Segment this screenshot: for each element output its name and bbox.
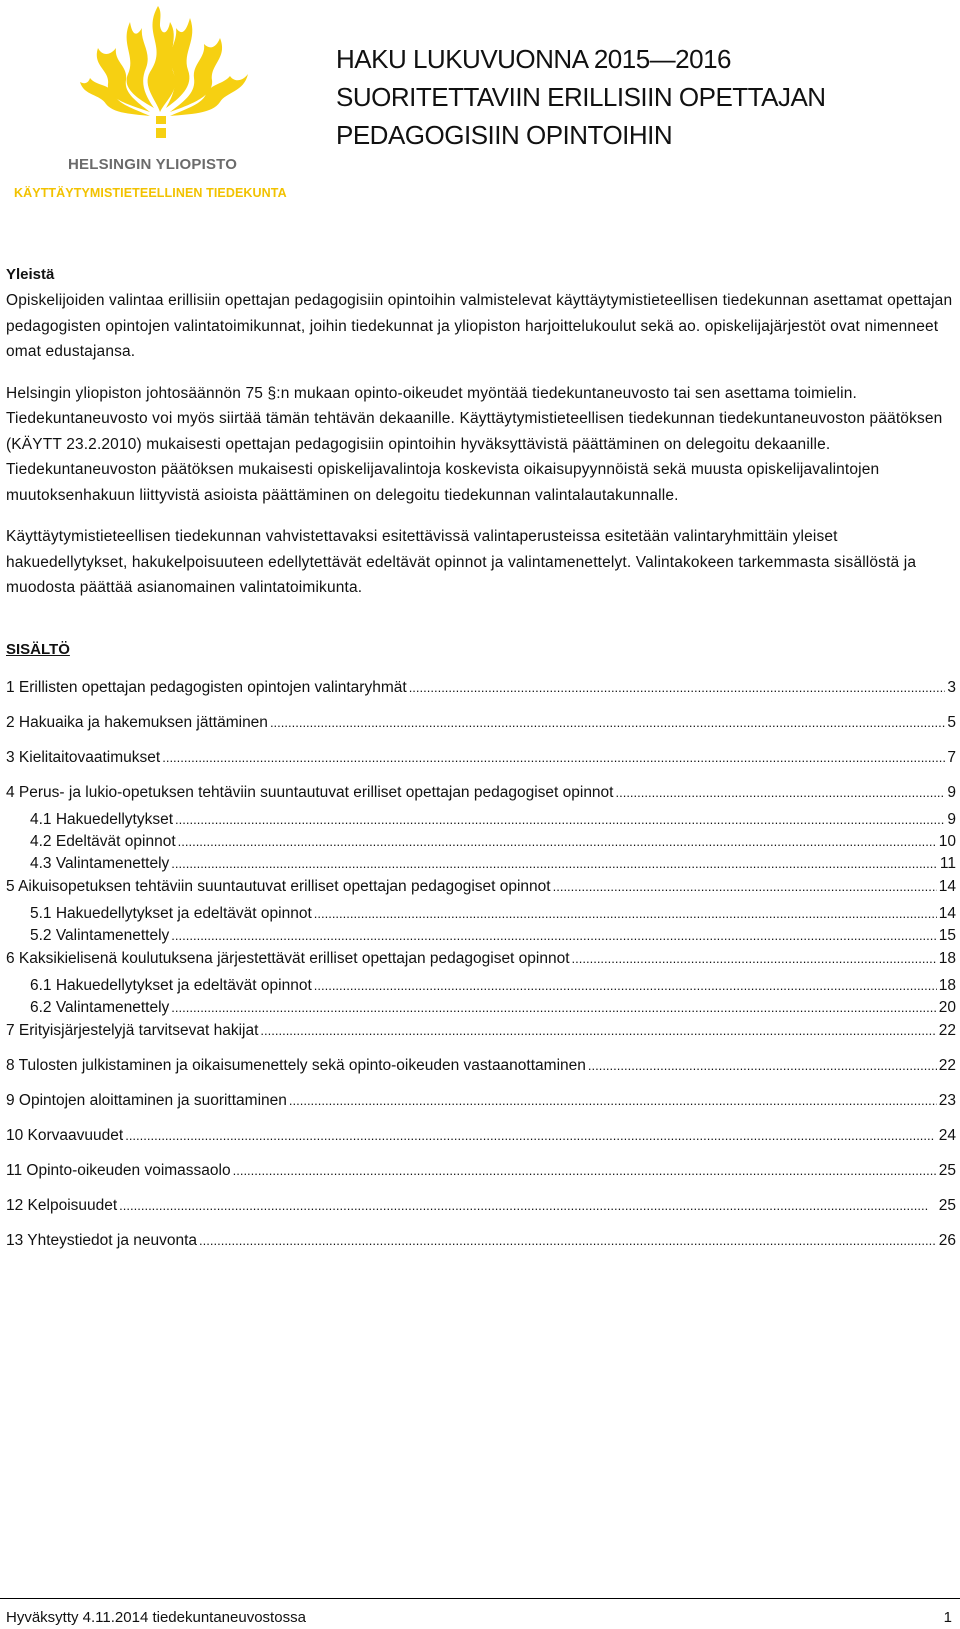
toc-entry-page: 18 xyxy=(938,976,956,994)
toc-entry-label: 5.1 Hakuedellytykset ja edeltävät opinnot xyxy=(30,904,312,922)
toc-dot-leader xyxy=(171,853,938,875)
toc-entry[interactable] xyxy=(6,711,956,735)
toc-entry-page: 10 xyxy=(938,832,956,850)
toc-entry-page: 11 xyxy=(939,854,956,872)
toc-entry[interactable] xyxy=(6,975,956,997)
toc-entry-label: 6.2 Valintamenettely xyxy=(30,998,170,1016)
toc-entry-label: 4.2 Edeltävät opinnot xyxy=(30,832,176,850)
paragraph: Käyttäytymistieteellisen tiedekunnan vahvistettavaksi esitettävissä valintaperusteissa esitetään valintaryhmittäin yleiset hakuedellytykset, hakukelpoisuuteen edellytettävät edeltävät opinnot ja valintamenettelyt. Valintakokeen tarkemmasta sisällöstä ja muodosta päättää asianomainen valintatoimikunta. xyxy=(6,528,917,596)
logo-faculty-name: KÄYTTÄYTYMISTIETEELLINEN TIEDEKUNTA xyxy=(14,186,287,200)
toc-entry-page: 9 xyxy=(947,783,956,801)
toc-dot-leader xyxy=(119,1194,937,1218)
toc-entry-label: 7 Erityisjärjestelyjä tarvitsevat hakijat xyxy=(6,1021,259,1039)
toc-entry-label: 3 Kielitaitovaatimukset xyxy=(6,748,161,766)
toc-entry[interactable] xyxy=(6,831,956,853)
toc-dot-leader xyxy=(171,925,936,947)
toc-entry-label: 4 Perus- ja lukio-opetuksen tehtäviin suuntautuvat erilliset opettajan pedagogiset opinnot xyxy=(6,783,614,801)
page-title xyxy=(336,40,826,154)
toc-entry[interactable] xyxy=(6,1159,956,1183)
toc-entry-label: 11 Opinto-oikeuden voimassaolo xyxy=(6,1161,231,1179)
toc-entry-page: 14 xyxy=(938,904,956,922)
title-line: HAKU LUKUVUONNA 2015—2016 xyxy=(336,44,732,74)
toc-dot-leader xyxy=(553,875,937,899)
toc-entry[interactable] xyxy=(6,1229,956,1253)
toc-entry[interactable] xyxy=(6,875,956,899)
toc-entry-label: 10 Korvaavuudet xyxy=(6,1126,124,1144)
toc-entry[interactable] xyxy=(6,1019,956,1043)
toc-entry-page: 14 xyxy=(938,877,956,895)
toc-entry-label: 12 Kelpoisuudet xyxy=(6,1196,118,1214)
toc-entry[interactable] xyxy=(6,1089,956,1113)
toc-entry-page: 23 xyxy=(938,1091,956,1109)
table-of-contents xyxy=(6,676,956,1253)
page-header xyxy=(0,0,960,210)
toc-entry-page: 26 xyxy=(938,1231,956,1249)
toc-entry-page: 3 xyxy=(947,678,956,696)
toc-entry[interactable] xyxy=(6,903,956,925)
toc-entry-label: 4.1 Hakuedellytykset xyxy=(30,810,174,828)
title-line: SUORITETTAVIIN ERILLISIIN OPETTAJAN xyxy=(336,82,826,112)
toc-entry-label: 5.2 Valintamenettely xyxy=(30,926,170,944)
toc-entry-label: 6 Kaksikielisenä koulutuksena järjestettävät erilliset opettajan pedagogiset opinnot xyxy=(6,949,570,967)
toc-entry[interactable] xyxy=(6,925,956,947)
toc-dot-leader xyxy=(289,1089,937,1113)
toc-entry[interactable] xyxy=(6,746,956,770)
toc-entry-label: 8 Tulosten julkistaminen ja oikaisumenettely sekä opinto-oikeuden vastaanottaminen xyxy=(6,1056,586,1074)
paragraph: Opiskelijoiden valintaa erillisiin opettajan pedagogisiin opintoihin valmistelevat käyttäytymistieteellisen tiedekunnan asettamat opettajan pedagogisten opintojen valintatoimikunnat, joihin tiedekunnat ja yliopiston harjoittelukoulut sekä ao. opiskelijajärjestöt ovat nimenneet omat edustajansa. xyxy=(6,292,953,360)
toc-dot-leader xyxy=(162,746,945,770)
toc-entry-page: 7 xyxy=(947,748,956,766)
toc-dot-leader xyxy=(260,1019,936,1043)
flame-torch-icon xyxy=(70,4,260,154)
toc-entry-page: 25 xyxy=(938,1196,956,1214)
toc-entry[interactable] xyxy=(6,1124,956,1148)
toc-dot-leader xyxy=(270,711,945,735)
toc-dot-leader xyxy=(199,1229,937,1253)
toc-entry-page: 22 xyxy=(938,1056,956,1074)
toc-entry-page: 22 xyxy=(938,1021,956,1039)
footer-approval-note: Hyväksytty 4.11.2014 tiedekuntaneuvostossa xyxy=(6,1609,306,1626)
toc-dot-leader xyxy=(178,831,937,853)
toc-dot-leader xyxy=(409,676,946,700)
logo-university-name: HELSINGIN YLIOPISTO xyxy=(68,156,238,173)
document-body xyxy=(6,262,956,1264)
toc-entry[interactable] xyxy=(6,997,956,1019)
toc-dot-leader xyxy=(314,975,937,997)
toc-dot-leader xyxy=(125,1124,937,1148)
toc-entry-label: 9 Opintojen aloittaminen ja suorittaminen xyxy=(6,1091,287,1109)
toc-dot-leader xyxy=(171,997,936,1019)
toc-entry-page: 18 xyxy=(938,949,956,967)
toc-entry-label: 13 Yhteystiedot ja neuvonta xyxy=(6,1231,198,1249)
paragraph: Helsingin yliopiston johtosäännön 75 §:n mukaan opinto-oikeudet myöntää tiedekuntaneuvosto tai sen asettama toimielin. Tiedekuntaneuvosto voi myös siirtää tämän tehtävän dekaanille. Käyttäytymistieteellisen tiedekunnan tiedekuntaneuvoston päätöksen (KÄYTT 23.2.2010) mukaisesti opettajan pedagogisiin opintoihin hyväksyttävistä päättäminen on delegoitu dekaanille. Tiedekuntaneuvoston päätöksen mukaisesti opiskelijavalintoja koskevista oikaisupyynnöistä sekä muusta opiskelijavalintojen muutoksenhakuun liittyvistä asioista päättäminen on delegoitu tiedekunnan valintalautakunnalle. xyxy=(6,384,943,504)
toc-entry-label: 2 Hakuaika ja hakemuksen jättäminen xyxy=(6,713,268,731)
toc-entry[interactable] xyxy=(6,809,956,831)
toc-entry[interactable] xyxy=(6,947,956,971)
page-number: 1 xyxy=(943,1609,952,1626)
toc-entry-page: 20 xyxy=(938,998,956,1016)
toc-entry-page: 25 xyxy=(938,1161,956,1179)
toc-entry-label: 5 Aikuisopetuksen tehtäviin suuntautuvat erilliset opettajan pedagogiset opinnot xyxy=(6,877,551,895)
toc-dot-leader xyxy=(572,947,937,971)
toc-entry-page: 5 xyxy=(947,713,956,731)
page-footer xyxy=(0,1598,960,1626)
toc-dot-leader xyxy=(233,1159,937,1183)
toc-entry[interactable] xyxy=(6,781,956,805)
toc-entry[interactable] xyxy=(6,1054,956,1078)
toc-entry-page: 15 xyxy=(938,926,956,944)
toc-entry[interactable] xyxy=(6,1194,956,1218)
toc-entry[interactable] xyxy=(6,676,956,700)
toc-dot-leader xyxy=(175,809,945,831)
section-heading-general: Yleistä xyxy=(6,266,55,283)
toc-entry-label: 4.3 Valintamenettely xyxy=(30,854,170,872)
toc-dot-leader xyxy=(588,1054,937,1078)
university-logo xyxy=(10,4,310,204)
toc-dot-leader xyxy=(615,781,945,805)
toc-dot-leader xyxy=(314,903,937,925)
toc-entry-label: 6.1 Hakuedellytykset ja edeltävät opinnot xyxy=(30,976,312,994)
toc-entry-page: 24 xyxy=(938,1126,956,1144)
toc-entry-page: 9 xyxy=(947,810,956,828)
toc-entry-label: 1 Erillisten opettajan pedagogisten opintojen valintaryhmät xyxy=(6,678,407,696)
toc-heading: SISÄLTÖ xyxy=(6,640,70,658)
title-line: PEDAGOGISIIN OPINTOIHIN xyxy=(336,120,673,150)
toc-entry[interactable] xyxy=(6,853,956,875)
